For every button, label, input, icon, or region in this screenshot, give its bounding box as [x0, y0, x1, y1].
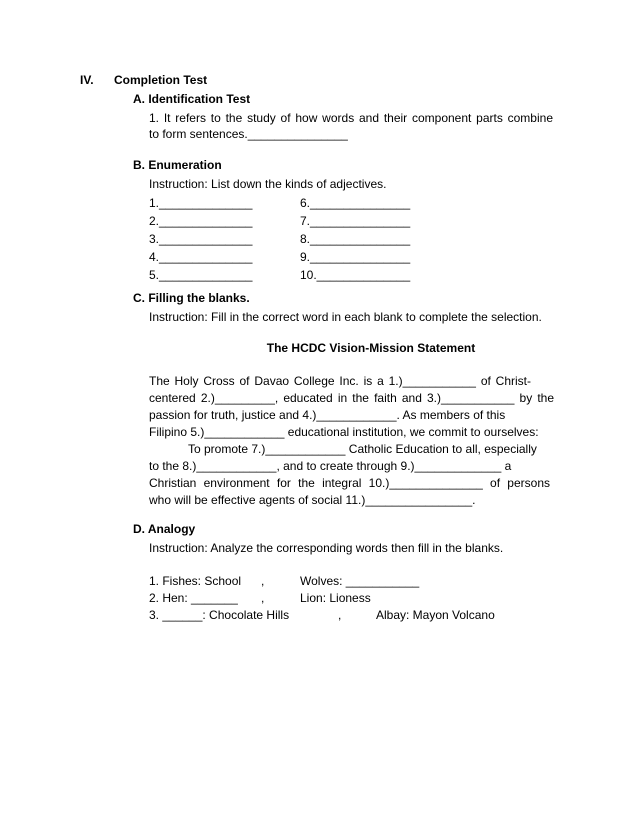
selection-line-1: The Holy Cross of Davao College Inc. is a 1.)___________ of Christ-: [149, 374, 531, 388]
part-a-heading: A. Identification Test: [133, 92, 251, 106]
analogy-3-sep: ,: [338, 608, 342, 622]
enum-item-6: 6._______________: [300, 196, 411, 210]
analogy-1-sep: ,: [261, 574, 265, 588]
enum-item-1: 1.______________: [149, 196, 253, 210]
analogy-2-right: Lion: Lioness: [300, 591, 371, 605]
selection-title: The HCDC Vision-Mission Statement: [266, 341, 476, 355]
selection-line-6: to the 8.)____________, and to create through 9.)_____________ a: [149, 459, 512, 473]
analogy-3-right: Albay: Mayon Volcano: [376, 608, 495, 622]
enum-item-7: 7._______________: [300, 214, 411, 228]
part-c-instruction: Instruction: Fill in the correct word in each blank to complete the selection.: [149, 310, 542, 324]
section-numeral: IV.: [80, 73, 94, 87]
analogy-3-left: 3. ______: Chocolate Hills: [149, 608, 290, 622]
selection-line-7: Christian environment for the integral 10.)______________ of persons: [149, 476, 550, 490]
selection-line-5: To promote 7.)____________ Catholic Education to all, especially: [188, 442, 537, 456]
part-b-heading: B. Enumeration: [133, 158, 222, 172]
enum-item-9: 9._______________: [300, 250, 411, 264]
enum-item-3: 3.______________: [149, 232, 253, 246]
part-d-instruction: Instruction: Analyze the corresponding words then fill in the blanks.: [149, 541, 504, 555]
analogy-2-left: 2. Hen: _______: [149, 591, 238, 605]
enum-item-8: 8._______________: [300, 232, 411, 246]
part-b-instruction: Instruction: List down the kinds of adjectives.: [149, 177, 387, 191]
selection-line-3: passion for truth, justice and 4.)____________. As members of this: [149, 408, 506, 422]
selection-line-4: Filipino 5.)____________ educational institution, we commit to ourselves:: [149, 425, 539, 439]
enum-item-4: 4.______________: [149, 250, 253, 264]
analogy-1-left: 1. Fishes: School: [149, 574, 242, 588]
selection-line-2: centered 2.)_________, educated in the faith and 3.)___________ by the: [149, 391, 554, 405]
part-a-line1: 1. It refers to the study of how words and their component parts combine: [149, 111, 553, 125]
section-title: Completion Test: [114, 73, 208, 87]
part-d-heading: D. Analogy: [133, 522, 196, 536]
enum-item-10: 10.______________: [300, 268, 411, 282]
selection-line-8: who will be effective agents of social 11.)________________.: [149, 493, 476, 507]
analogy-2-sep: ,: [261, 591, 265, 605]
part-a-line2: to form sentences._______________: [149, 127, 348, 141]
enum-item-2: 2.______________: [149, 214, 253, 228]
enum-item-5: 5.______________: [149, 268, 253, 282]
part-c-heading: C. Filling the blanks.: [133, 291, 250, 305]
analogy-1-right: Wolves: ___________: [300, 574, 420, 588]
